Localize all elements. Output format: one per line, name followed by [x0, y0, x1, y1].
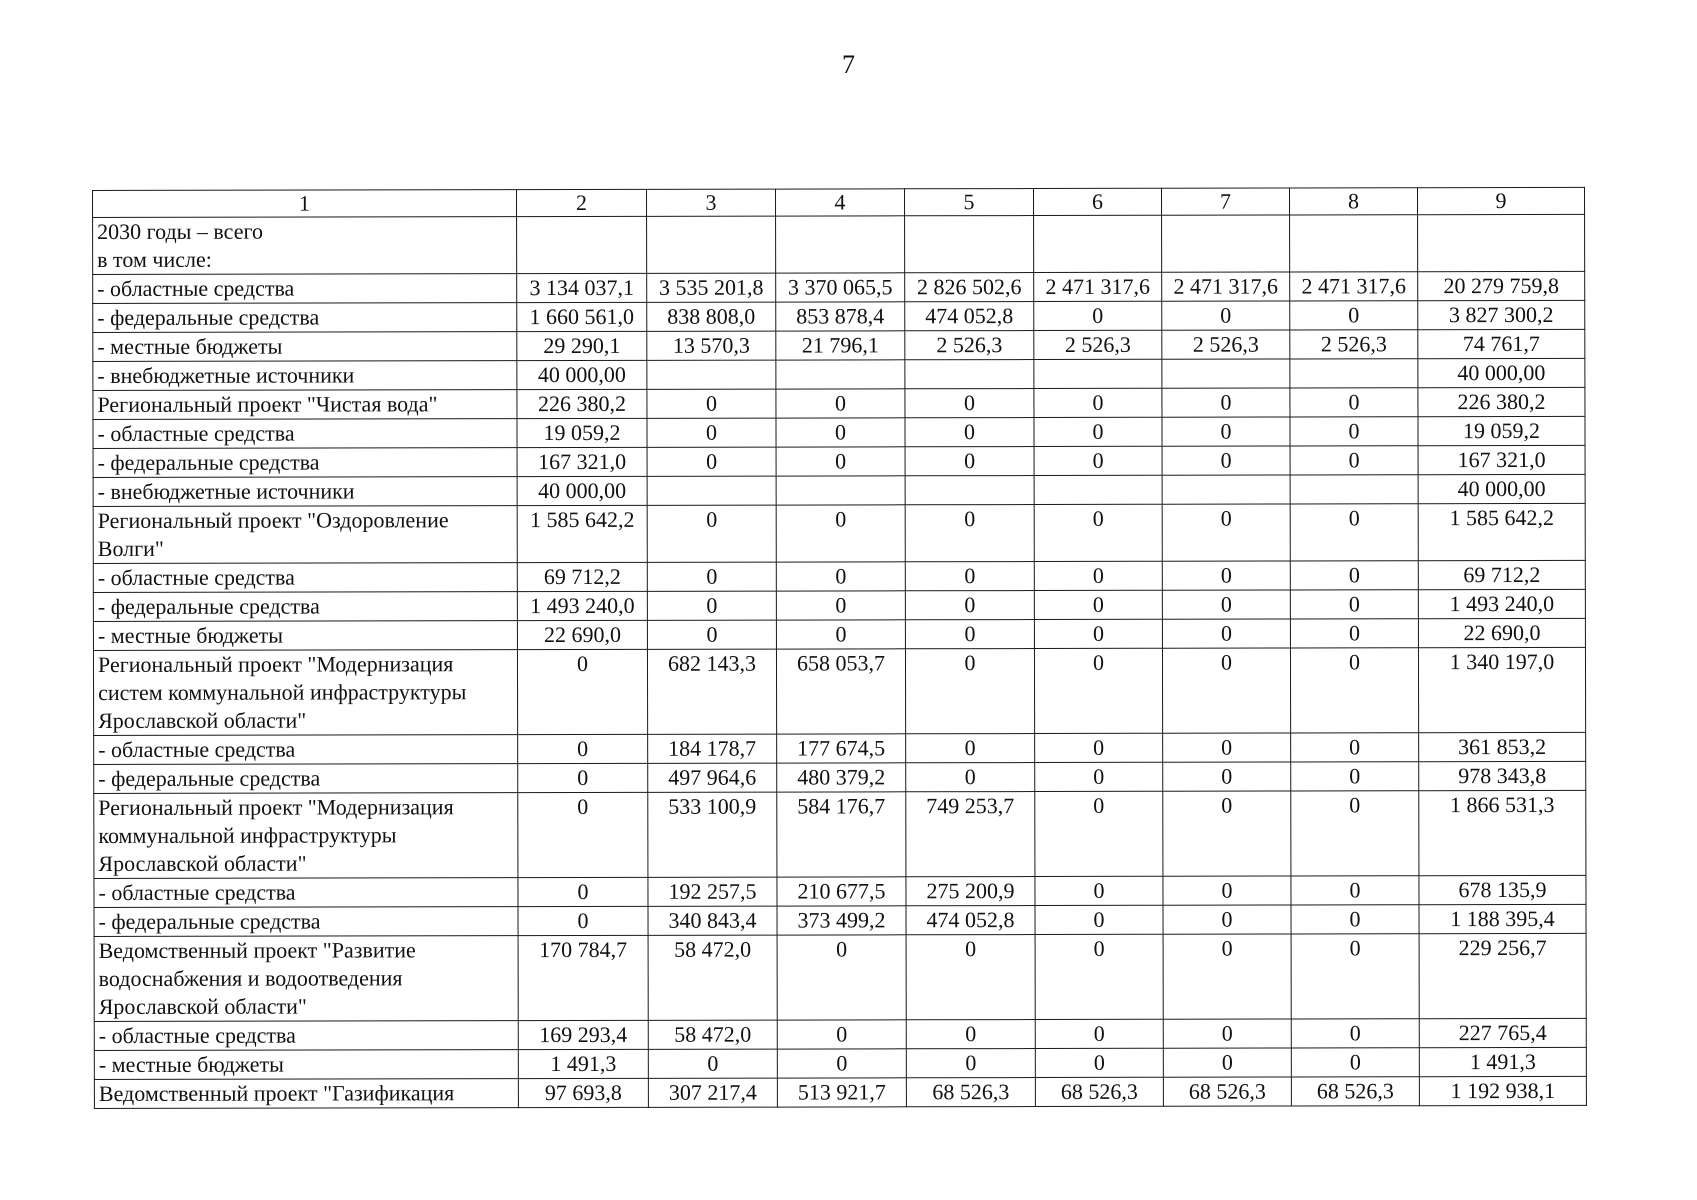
table-row [93, 647, 1585, 735]
total-cell: 1 192 938,1 [1419, 1076, 1586, 1105]
value-cell: 0 [1291, 1048, 1419, 1077]
value-cell: 0 [647, 562, 776, 591]
value-cell: 0 [1035, 934, 1163, 1019]
value-cell [1034, 215, 1162, 272]
value-cell: 0 [1162, 388, 1290, 417]
value-cell: 0 [1034, 561, 1162, 590]
value-cell: 68 526,3 [1035, 1077, 1163, 1106]
value-cell: 0 [518, 906, 648, 935]
value-cell: 0 [1163, 876, 1291, 905]
value-cell: 0 [1034, 446, 1162, 475]
value-cell [1162, 215, 1290, 272]
value-cell: 0 [1163, 733, 1291, 762]
value-cell: 167 321,0 [517, 447, 647, 476]
value-cell: 0 [647, 389, 776, 418]
value-cell: 0 [1162, 417, 1290, 446]
row-label: Ведомственный проект "Газификация [94, 1079, 518, 1109]
total-cell: 167 321,0 [1418, 445, 1585, 474]
row-label: - областные средства [93, 563, 517, 593]
value-cell: 0 [777, 1020, 906, 1049]
value-cell: 0 [1290, 619, 1418, 648]
value-cell: 0 [1035, 791, 1163, 876]
value-cell: 2 526,3 [1162, 330, 1290, 359]
value-cell [1162, 359, 1290, 388]
value-cell: 69 712,2 [517, 562, 647, 591]
row-label: Региональный проект "Модернизация систем коммунальной инфраструктуры Ярославской области" [93, 650, 517, 736]
value-cell: 658 053,7 [776, 649, 905, 734]
value-cell: 2 826 502,6 [905, 273, 1034, 302]
value-cell: 0 [776, 591, 905, 620]
value-cell: 0 [1290, 648, 1418, 733]
value-cell: 0 [1034, 619, 1162, 648]
value-cell: 58 472,0 [648, 1020, 777, 1049]
value-cell: 0 [1291, 876, 1419, 905]
value-cell: 0 [1291, 905, 1419, 934]
value-cell: 749 253,7 [906, 792, 1035, 877]
table-row [93, 589, 1585, 621]
value-cell: 0 [1163, 905, 1291, 934]
row-label: Региональный проект "Оздоровление Волги" [93, 506, 517, 564]
row-label: - областные средства [93, 274, 517, 304]
value-cell: 0 [647, 447, 776, 476]
value-cell: 0 [906, 763, 1035, 792]
total-cell: 40 000,00 [1418, 358, 1585, 387]
column-header-1: 1 [93, 190, 517, 218]
row-label: - федеральные средства [94, 907, 518, 937]
total-cell: 361 853,2 [1419, 732, 1586, 761]
value-cell [1034, 359, 1162, 388]
table-row [94, 732, 1586, 764]
value-cell: 0 [1034, 301, 1162, 330]
value-cell: 480 379,2 [777, 763, 906, 792]
total-cell: 69 712,2 [1418, 560, 1585, 589]
value-cell: 0 [1291, 733, 1419, 762]
value-cell: 0 [647, 620, 776, 649]
value-cell [776, 476, 905, 505]
value-cell: 0 [647, 418, 776, 447]
value-cell [647, 360, 776, 389]
table-row [93, 300, 1585, 332]
value-cell: 0 [1290, 417, 1418, 446]
value-cell: 584 176,7 [777, 792, 906, 877]
row-label: - областные средства [94, 878, 518, 908]
table-row [94, 904, 1586, 936]
value-cell: 0 [776, 562, 905, 591]
value-cell: 0 [1162, 446, 1290, 475]
table-row [93, 214, 1585, 274]
total-cell [1418, 214, 1585, 271]
value-cell [1162, 475, 1290, 504]
value-cell [647, 476, 776, 505]
value-cell: 0 [1034, 417, 1162, 446]
column-header-7: 7 [1161, 188, 1289, 215]
value-cell: 2 471 317,6 [1290, 272, 1418, 301]
value-cell: 0 [1034, 648, 1162, 733]
value-cell: 1 491,3 [518, 1049, 648, 1078]
value-cell: 3 370 065,5 [776, 273, 905, 302]
value-cell: 0 [648, 1049, 777, 1078]
value-cell: 0 [1162, 301, 1290, 330]
value-cell: 0 [1162, 619, 1290, 648]
total-cell: 1 491,3 [1419, 1047, 1586, 1076]
value-cell: 0 [1163, 934, 1291, 1019]
value-cell: 1 660 561,0 [517, 302, 647, 331]
table-row [94, 761, 1586, 793]
row-label: - местные бюджеты [93, 332, 517, 362]
value-cell: 68 526,3 [1291, 1077, 1419, 1106]
value-cell: 0 [1035, 876, 1163, 905]
value-cell: 0 [1035, 1048, 1163, 1077]
value-cell: 0 [1035, 905, 1163, 934]
value-cell: 0 [517, 649, 647, 734]
value-cell: 3 134 037,1 [517, 273, 647, 302]
value-cell: 838 808,0 [647, 302, 776, 331]
total-cell: 19 059,2 [1418, 416, 1585, 445]
value-cell [517, 216, 647, 273]
value-cell: 0 [1163, 762, 1291, 791]
value-cell: 0 [1162, 648, 1290, 733]
value-cell: 169 293,4 [518, 1020, 648, 1049]
row-label: - федеральные средства [93, 448, 517, 478]
value-cell: 0 [1291, 791, 1419, 876]
row-label: - внебюджетные источники [93, 361, 517, 391]
value-cell: 19 059,2 [517, 418, 647, 447]
table-row [94, 1047, 1586, 1079]
value-cell: 0 [647, 591, 776, 620]
table-row [93, 560, 1585, 592]
table-row [93, 387, 1585, 419]
value-cell: 0 [1290, 504, 1418, 561]
table-row [93, 329, 1585, 361]
value-cell: 22 690,0 [517, 620, 647, 649]
value-cell: 474 052,8 [905, 302, 1034, 331]
value-cell: 2 526,3 [1034, 330, 1162, 359]
table-row [94, 1076, 1586, 1108]
value-cell [1290, 475, 1418, 504]
total-cell: 1 585 642,2 [1418, 503, 1585, 560]
table-row [93, 618, 1585, 650]
budget-table [92, 187, 1587, 1109]
value-cell: 0 [1035, 733, 1163, 762]
total-cell: 1 188 395,4 [1419, 904, 1586, 933]
value-cell: 13 570,3 [647, 331, 776, 360]
value-cell: 853 878,4 [776, 302, 905, 331]
total-cell: 1 866 531,3 [1419, 790, 1586, 875]
total-cell: 229 256,7 [1419, 933, 1586, 1018]
total-cell: 20 279 759,8 [1418, 271, 1585, 300]
row-label: - федеральные средства [93, 303, 517, 333]
value-cell: 0 [776, 389, 905, 418]
value-cell: 340 843,4 [648, 906, 777, 935]
value-cell: 184 178,7 [648, 734, 777, 763]
value-cell: 0 [905, 418, 1034, 447]
value-cell: 0 [776, 418, 905, 447]
value-cell: 373 499,2 [777, 906, 906, 935]
value-cell: 226 380,2 [517, 389, 647, 418]
row-label: 2030 годы – всего в том числе: [93, 217, 517, 275]
value-cell: 0 [1162, 561, 1290, 590]
page-number: 7 [842, 50, 855, 79]
value-cell: 513 921,7 [777, 1078, 906, 1107]
table-header-row [93, 187, 1585, 217]
row-label: - областные средства [94, 735, 518, 765]
total-cell: 678 135,9 [1419, 875, 1586, 904]
value-cell: 0 [905, 389, 1034, 418]
value-cell: 0 [905, 649, 1034, 734]
value-cell: 0 [1035, 1019, 1163, 1048]
value-cell: 497 964,6 [648, 763, 777, 792]
value-cell [1290, 215, 1418, 272]
value-cell: 0 [906, 734, 1035, 763]
row-label: - внебюджетные источники [93, 477, 517, 507]
value-cell: 2 471 317,6 [1034, 272, 1162, 301]
value-cell: 0 [1163, 1019, 1291, 1048]
total-cell: 227 765,4 [1419, 1018, 1586, 1047]
table-row [94, 875, 1586, 907]
value-cell: 68 526,3 [906, 1078, 1035, 1107]
row-label: - местные бюджеты [94, 1050, 518, 1080]
table-row [93, 358, 1585, 390]
value-cell: 21 796,1 [776, 331, 905, 360]
value-cell [776, 360, 905, 389]
value-cell: 97 693,8 [518, 1078, 648, 1107]
total-cell: 40 000,00 [1418, 474, 1585, 503]
value-cell: 0 [1291, 1019, 1419, 1048]
value-cell: 0 [1290, 301, 1418, 330]
total-cell: 22 690,0 [1418, 618, 1585, 647]
value-cell: 533 100,9 [648, 792, 777, 877]
total-cell: 1 493 240,0 [1418, 589, 1585, 618]
value-cell [647, 216, 776, 273]
row-label: Региональный проект "Чистая вода" [93, 390, 517, 420]
column-header-6: 6 [1033, 188, 1161, 215]
value-cell: 210 677,5 [777, 877, 906, 906]
value-cell: 58 472,0 [648, 935, 777, 1020]
value-cell [1034, 475, 1162, 504]
table-row [94, 790, 1586, 878]
column-header-2: 2 [517, 189, 647, 216]
value-cell: 0 [776, 505, 905, 562]
value-cell [776, 216, 905, 273]
column-header-3: 3 [646, 189, 775, 216]
value-cell: 0 [906, 1049, 1035, 1078]
total-cell: 978 343,8 [1419, 761, 1586, 790]
value-cell: 3 535 201,8 [647, 273, 776, 302]
table-row [94, 1018, 1586, 1050]
value-cell: 682 143,3 [647, 649, 776, 734]
value-cell: 2 526,3 [905, 331, 1034, 360]
value-cell: 0 [905, 447, 1034, 476]
value-cell: 275 200,9 [906, 877, 1035, 906]
table-row [93, 271, 1585, 303]
row-label: - областные средства [94, 1021, 518, 1051]
value-cell: 0 [905, 505, 1034, 562]
value-cell: 40 000,00 [517, 476, 647, 505]
value-cell [905, 216, 1034, 273]
value-cell: 29 290,1 [517, 331, 647, 360]
value-cell: 2 526,3 [1290, 330, 1418, 359]
value-cell: 0 [647, 505, 776, 562]
value-cell: 0 [906, 935, 1035, 1020]
value-cell: 68 526,3 [1163, 1077, 1291, 1106]
value-cell: 0 [1162, 590, 1290, 619]
value-cell: 2 471 317,6 [1162, 272, 1290, 301]
value-cell: 0 [776, 447, 905, 476]
value-cell: 0 [1163, 1048, 1291, 1077]
value-cell: 0 [1035, 762, 1163, 791]
value-cell: 0 [905, 562, 1034, 591]
value-cell: 0 [777, 1049, 906, 1078]
value-cell: 0 [1291, 934, 1419, 1019]
value-cell: 0 [518, 734, 648, 763]
value-cell [905, 476, 1034, 505]
value-cell: 0 [1291, 762, 1419, 791]
value-cell [905, 360, 1034, 389]
total-cell: 3 827 300,2 [1418, 300, 1585, 329]
value-cell: 307 217,4 [648, 1078, 777, 1107]
column-header-8: 8 [1289, 188, 1417, 215]
table-body [93, 187, 1587, 1108]
total-cell: 74 761,7 [1418, 329, 1585, 358]
value-cell: 0 [1162, 504, 1290, 561]
value-cell: 0 [1290, 590, 1418, 619]
value-cell: 0 [906, 1020, 1035, 1049]
value-cell: 1 585 642,2 [517, 505, 647, 562]
row-label: Ведомственный проект "Развитие водоснабжения и водоотведения Ярославской области" [94, 936, 518, 1022]
value-cell: 0 [905, 591, 1034, 620]
row-label: - местные бюджеты [93, 621, 517, 651]
value-cell: 1 493 240,0 [517, 591, 647, 620]
total-cell: 1 340 197,0 [1418, 647, 1585, 732]
value-cell: 0 [1290, 561, 1418, 590]
value-cell: 0 [777, 935, 906, 1020]
value-cell: 0 [776, 620, 905, 649]
value-cell: 0 [1034, 504, 1162, 561]
total-cell: 226 380,2 [1418, 387, 1585, 416]
column-header-5: 5 [904, 189, 1033, 216]
value-cell: 0 [1034, 388, 1162, 417]
table-row [94, 933, 1586, 1021]
value-cell: 0 [1290, 446, 1418, 475]
value-cell: 0 [518, 877, 648, 906]
column-header-4: 4 [775, 189, 904, 216]
table-row [93, 474, 1585, 506]
column-header-9: 9 [1417, 187, 1584, 214]
value-cell: 170 784,7 [518, 935, 648, 1020]
table-row [93, 503, 1585, 563]
value-cell: 0 [518, 763, 648, 792]
value-cell: 0 [905, 620, 1034, 649]
value-cell: 474 052,8 [906, 906, 1035, 935]
row-label: Региональный проект "Модернизация коммунальной инфраструктуры Ярославской области" [94, 793, 518, 879]
table-row [93, 445, 1585, 477]
value-cell: 192 257,5 [648, 877, 777, 906]
row-label: - федеральные средства [94, 764, 518, 794]
value-cell: 0 [1290, 388, 1418, 417]
value-cell [1290, 359, 1418, 388]
value-cell: 40 000,00 [517, 360, 647, 389]
table-row [93, 416, 1585, 448]
value-cell: 0 [1163, 791, 1291, 876]
row-label: - федеральные средства [93, 592, 517, 622]
row-label: - областные средства [93, 419, 517, 449]
value-cell: 0 [1034, 590, 1162, 619]
value-cell: 177 674,5 [777, 734, 906, 763]
value-cell: 0 [518, 792, 648, 877]
